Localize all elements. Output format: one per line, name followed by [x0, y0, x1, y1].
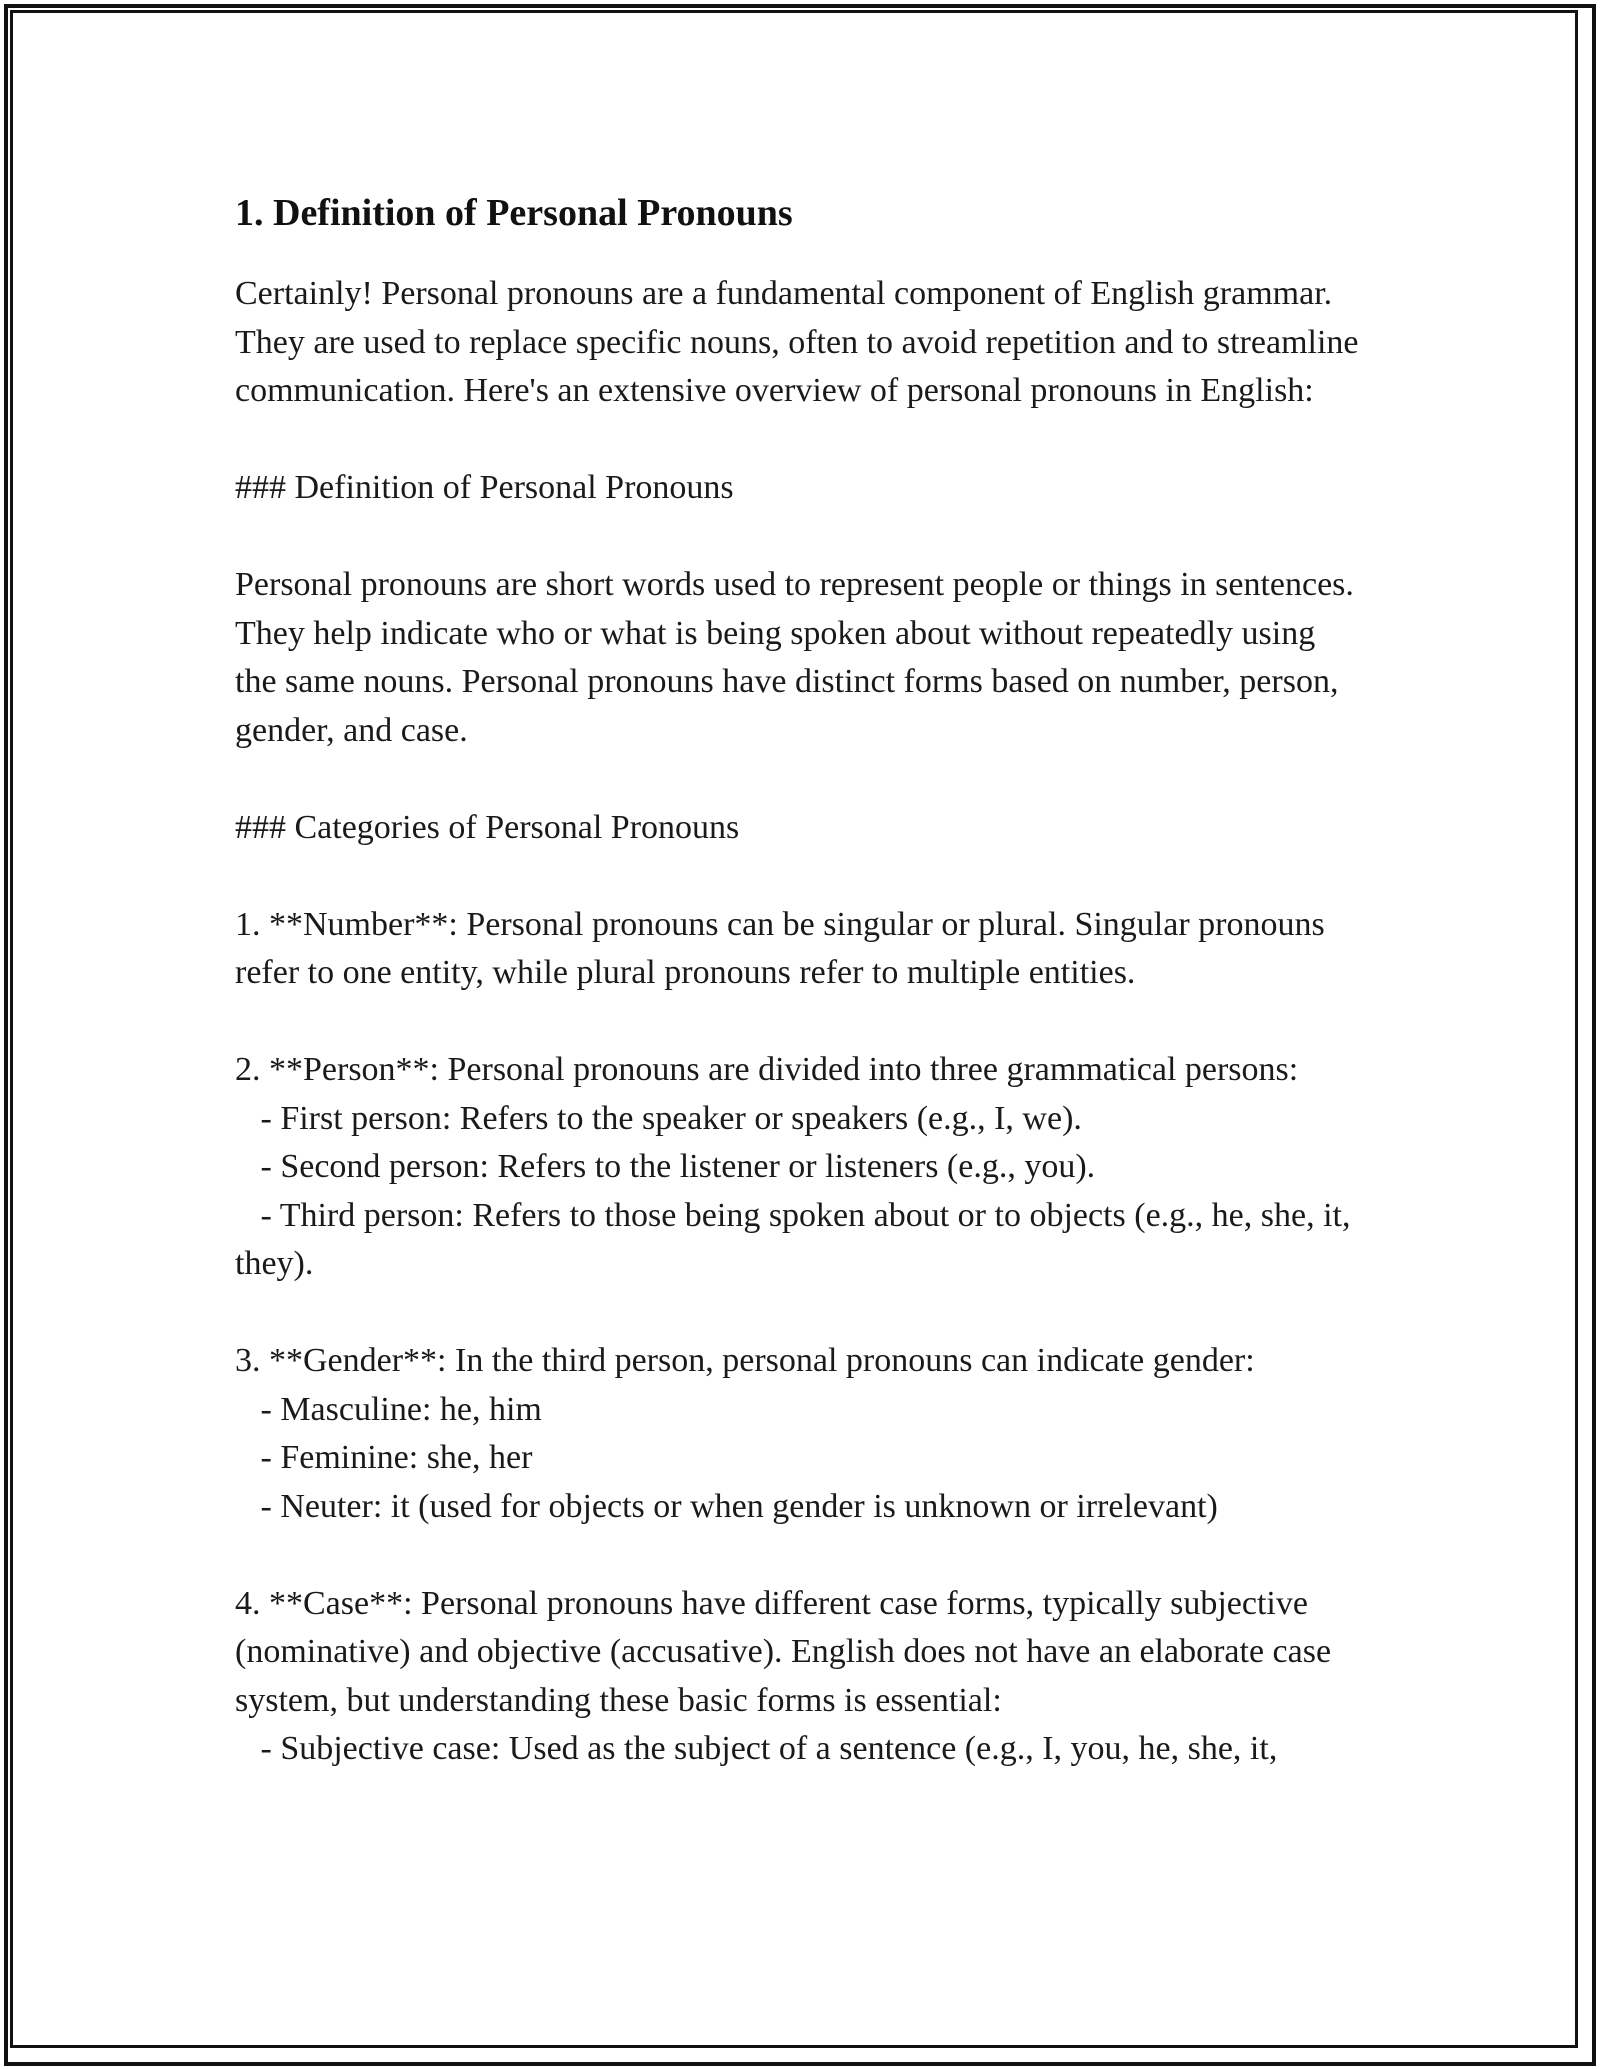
- definition-paragraph: Personal pronouns are short words used to represent people or things in sentences. They help indicate who or what is being spoken about without repeatedly using the same nouns. Personal pronouns have distinct forms based on number, person, gender, and case.: [235, 566, 1362, 749]
- case-item: 4. **Case**: Personal pronouns have different case forms, typically subjective (nominative) and objective (accusative). English does not have an elaborate case system, but understanding these basic forms is essential: - Subjective case: Used as the subject of a sentence (e.g., I, you, he, she, it,: [235, 1584, 1332, 1767]
- page-title: 1. Definition of Personal Pronouns: [235, 192, 793, 234]
- categories-heading: ### Categories of Personal Pronouns: [235, 808, 740, 846]
- paragraph-spacer: [235, 998, 1365, 1047]
- paragraph-spacer: [235, 416, 1365, 465]
- person-item: 2. **Person**: Personal pronouns are divided into three grammatical persons: - First person: Refers to the speaker or speakers (e.g., I, we). - Second person: Refers to the listener or listeners (e.g., you). - Third person: Refers to those being spoken about or to objects (e.g., he, she, it, they).: [235, 1051, 1351, 1282]
- paragraph-spacer: [235, 852, 1365, 901]
- paragraph-spacer: [235, 755, 1365, 804]
- gender-item: 3. **Gender**: In the third person, personal pronouns can indicate gender: - Masculine: he, him - Feminine: she, her - Neuter: it (used for objects or when gender is unknown or irrelevant): [235, 1342, 1255, 1525]
- number-item: 1. **Number**: Personal pronouns can be singular or plural. Singular pronouns refer to one entity, while plural pronouns refer to multiple entities.: [235, 905, 1334, 991]
- document-body: [235, 188, 1365, 1774]
- definition-heading: ### Definition of Personal Pronouns: [235, 469, 734, 506]
- paragraph-spacer: [235, 1531, 1365, 1580]
- paragraph-spacer: [235, 513, 1365, 562]
- paragraph-spacer: [235, 1289, 1365, 1338]
- intro-paragraph: Certainly! Personal pronouns are a fundamental component of English grammar. They are used to replace specific nouns, often to avoid repetition and to streamline communication. Here's an extensive overview of personal pronouns in English:: [235, 275, 1367, 409]
